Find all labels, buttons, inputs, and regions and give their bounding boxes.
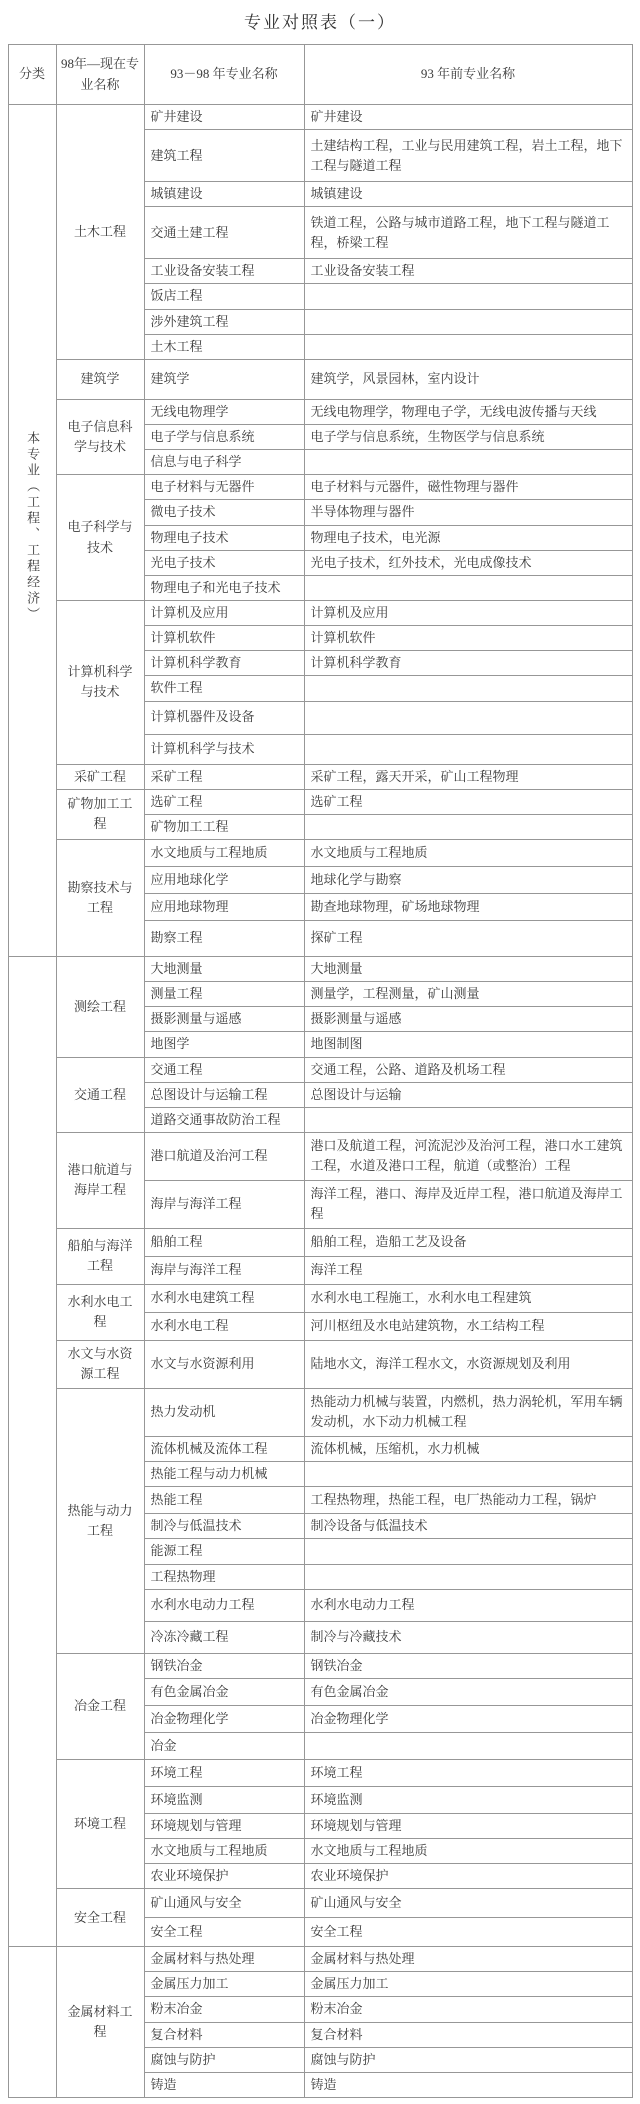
major-93-98-cell: 冶金物理化学 (144, 1705, 304, 1732)
major-pre-93-cell: 地图制图 (304, 1032, 632, 1057)
major-pre-93-cell: 冶金物理化学 (304, 1705, 632, 1732)
table-row (8, 839, 632, 866)
major-93-98-cell: 物理电子和光电子技术 (144, 575, 304, 600)
major-pre-93-cell (304, 450, 632, 475)
major-pre-93-cell: 陆地水文，海洋工程水文，水资源规划及利用 (304, 1340, 632, 1388)
major-pre-93-cell: 铁道工程，公路与城市道路工程，地下工程与隧道工程，桥梁工程 (304, 207, 632, 259)
major-pre-93-cell: 工程热物理，热能工程，电厂热能动力工程，锅炉 (304, 1487, 632, 1514)
major-pre-93-cell: 农业环境保护 (304, 1864, 632, 1889)
major-comparison-table (8, 44, 633, 2098)
table-row (8, 1653, 632, 1678)
major-pre-93-cell: 河川枢纽及水电站建筑物，水工结构工程 (304, 1312, 632, 1340)
major-93-98-cell: 能源工程 (144, 1539, 304, 1564)
major-93-98-cell: 水文与水资源利用 (144, 1340, 304, 1388)
table-row (8, 1388, 632, 1436)
table-row (8, 1947, 632, 1972)
major-93-98-cell: 水文地质与工程地质 (144, 839, 304, 866)
major-pre-93-cell: 有色金属冶金 (304, 1678, 632, 1705)
table-row (8, 1759, 632, 1786)
major-pre-93-cell: 水文地质与工程地质 (304, 1838, 632, 1863)
group-name-cell: 环境工程 (56, 1759, 144, 1888)
major-93-98-cell: 软件工程 (144, 676, 304, 701)
major-93-98-cell: 矿井建设 (144, 105, 304, 130)
group-name-cell: 土木工程 (56, 105, 144, 360)
table-row (8, 399, 632, 424)
major-93-98-cell: 大地测量 (144, 956, 304, 981)
major-93-98-cell: 热能工程 (144, 1487, 304, 1514)
major-pre-93-cell (304, 334, 632, 359)
major-pre-93-cell: 建筑学，风景园林，室内设计 (304, 359, 632, 399)
major-93-98-cell: 环境监测 (144, 1786, 304, 1813)
major-pre-93-cell: 水文地质与工程地质 (304, 839, 632, 866)
major-pre-93-cell: 水利水电动力工程 (304, 1589, 632, 1621)
major-93-98-cell: 计算机及应用 (144, 600, 304, 625)
major-93-98-cell: 无线电物理学 (144, 399, 304, 424)
major-93-98-cell: 光电子技术 (144, 550, 304, 575)
major-93-98-cell: 腐蚀与防护 (144, 2047, 304, 2072)
major-pre-93-cell (304, 575, 632, 600)
category-label: 本专业（工程、工程经济） (25, 431, 41, 624)
group-name-cell: 港口航道与海岸工程 (56, 1132, 144, 1228)
major-pre-93-cell: 金属材料与热处理 (304, 1947, 632, 1972)
major-pre-93-cell: 复合材料 (304, 2022, 632, 2047)
major-pre-93-cell: 铸造 (304, 2072, 632, 2097)
major-93-98-cell: 金属压力加工 (144, 1972, 304, 1997)
major-93-98-cell: 环境工程 (144, 1759, 304, 1786)
major-93-98-cell: 安全工程 (144, 1918, 304, 1947)
table-row (8, 1889, 632, 1918)
major-93-98-cell: 总图设计与运输工程 (144, 1082, 304, 1107)
table-header (8, 45, 632, 105)
major-93-98-cell: 水利水电动力工程 (144, 1589, 304, 1621)
major-pre-93-cell: 矿井建设 (304, 105, 632, 130)
major-93-98-cell: 环境规划与管理 (144, 1813, 304, 1838)
major-93-98-cell: 电子材料与无器件 (144, 475, 304, 500)
major-93-98-cell: 测量工程 (144, 982, 304, 1007)
major-pre-93-cell: 无线电物理学，物理电子学，无线电波传播与天线 (304, 399, 632, 424)
major-93-98-cell: 地图学 (144, 1032, 304, 1057)
group-name-cell: 水文与水资源工程 (56, 1340, 144, 1388)
major-93-98-cell: 交通土建工程 (144, 207, 304, 259)
major-93-98-cell: 海岸与海洋工程 (144, 1256, 304, 1284)
major-93-98-cell: 水利水电工程 (144, 1312, 304, 1340)
major-93-98-cell: 流体机械及流体工程 (144, 1436, 304, 1461)
major-93-98-cell: 水利水电建筑工程 (144, 1284, 304, 1312)
major-93-98-cell: 粉末冶金 (144, 1997, 304, 2022)
category-cell (8, 1947, 56, 2098)
major-pre-93-cell: 电子材料与元器件，磁性物理与器件 (304, 475, 632, 500)
group-name-cell: 采矿工程 (56, 764, 144, 789)
major-93-98-cell: 港口航道及治河工程 (144, 1132, 304, 1180)
major-93-98-cell: 钢铁冶金 (144, 1653, 304, 1678)
page-title: 专业对照表（一） (244, 13, 396, 32)
major-pre-93-cell (304, 284, 632, 309)
major-pre-93-cell: 大地测量 (304, 956, 632, 981)
major-pre-93-cell (304, 1462, 632, 1487)
major-pre-93-cell: 土建结构工程，工业与民用建筑工程，岩土工程，地下工程与隧道工程 (304, 130, 632, 182)
major-93-98-cell: 矿山通风与安全 (144, 1889, 304, 1918)
table-row (8, 359, 632, 399)
major-93-98-cell: 工业设备安装工程 (144, 259, 304, 284)
major-93-98-cell: 土木工程 (144, 334, 304, 359)
major-93-98-cell: 计算机科学教育 (144, 651, 304, 676)
major-pre-93-cell: 地球化学与勘察 (304, 866, 632, 893)
major-93-98-cell: 冷冻冷藏工程 (144, 1621, 304, 1653)
group-name-cell: 热能与动力工程 (56, 1388, 144, 1653)
major-93-98-cell: 农业环境保护 (144, 1864, 304, 1889)
group-name-cell: 矿物加工工程 (56, 789, 144, 839)
major-pre-93-cell: 交通工程，公路、道路及机场工程 (304, 1057, 632, 1082)
major-pre-93-cell (304, 1564, 632, 1589)
major-pre-93-cell: 钢铁冶金 (304, 1653, 632, 1678)
major-pre-93-cell: 计算机科学教育 (304, 651, 632, 676)
major-pre-93-cell (304, 1539, 632, 1564)
major-93-98-cell: 交通工程 (144, 1057, 304, 1082)
major-93-98-cell: 道路交通事故防治工程 (144, 1107, 304, 1132)
major-93-98-cell: 制冷与低温技术 (144, 1514, 304, 1539)
major-93-98-cell: 涉外建筑工程 (144, 309, 304, 334)
major-pre-93-cell: 流体机械，压缩机，水力机械 (304, 1436, 632, 1461)
category-cell (8, 105, 56, 957)
major-pre-93-cell (304, 814, 632, 839)
major-93-98-cell: 应用地球物理 (144, 893, 304, 920)
table-row (8, 1132, 632, 1180)
major-pre-93-cell: 环境规划与管理 (304, 1813, 632, 1838)
table-row (8, 1340, 632, 1388)
major-pre-93-cell (304, 734, 632, 764)
group-name-cell: 船舶与海洋工程 (56, 1228, 144, 1284)
header-row (8, 45, 632, 105)
major-pre-93-cell: 测量学，工程测量，矿山测量 (304, 982, 632, 1007)
group-name-cell: 安全工程 (56, 1889, 144, 1947)
major-93-98-cell: 饭店工程 (144, 284, 304, 309)
major-pre-93-cell: 矿山通风与安全 (304, 1889, 632, 1918)
major-93-98-cell: 计算机器件及设备 (144, 701, 304, 734)
major-93-98-cell: 城镇建设 (144, 182, 304, 207)
header-category: 分类 (8, 45, 56, 105)
header-pre-93: 93 年前专业名称 (304, 45, 632, 105)
major-pre-93-cell: 计算机软件 (304, 626, 632, 651)
table-row (8, 1228, 632, 1256)
major-pre-93-cell: 海洋工程 (304, 1256, 632, 1284)
major-pre-93-cell: 环境工程 (304, 1759, 632, 1786)
major-93-98-cell: 建筑学 (144, 359, 304, 399)
major-pre-93-cell: 选矿工程 (304, 789, 632, 814)
header-98-to-now: 98年—现在专业名称 (56, 45, 144, 105)
major-pre-93-cell: 热能动力机械与装置，内燃机，热力涡轮机，军用车辆发动机，水下动力机械工程 (304, 1388, 632, 1436)
major-pre-93-cell: 总图设计与运输 (304, 1082, 632, 1107)
major-93-98-cell: 摄影测量与遥感 (144, 1007, 304, 1032)
major-93-98-cell: 计算机软件 (144, 626, 304, 651)
major-93-98-cell: 采矿工程 (144, 764, 304, 789)
major-93-98-cell: 勘察工程 (144, 920, 304, 956)
major-pre-93-cell: 物理电子技术，电光源 (304, 525, 632, 550)
group-name-cell: 电子科学与技术 (56, 475, 144, 601)
header-93-to-98: 93－98 年专业名称 (144, 45, 304, 105)
major-pre-93-cell: 粉末冶金 (304, 1997, 632, 2022)
group-name-cell: 测绘工程 (56, 956, 144, 1057)
major-pre-93-cell (304, 701, 632, 734)
major-93-98-cell: 信息与电子科学 (144, 450, 304, 475)
major-93-98-cell: 金属材料与热处理 (144, 1947, 304, 1972)
category-cell (8, 956, 56, 1946)
major-pre-93-cell: 腐蚀与防护 (304, 2047, 632, 2072)
table-row (8, 789, 632, 814)
major-pre-93-cell: 船舶工程，造船工艺及设备 (304, 1228, 632, 1256)
major-93-98-cell: 电子学与信息系统 (144, 424, 304, 449)
group-name-cell: 电子信息科学与技术 (56, 399, 144, 474)
major-pre-93-cell: 电子学与信息系统，生物医学与信息系统 (304, 424, 632, 449)
major-pre-93-cell (304, 309, 632, 334)
major-93-98-cell: 热力发动机 (144, 1388, 304, 1436)
major-pre-93-cell: 勘查地球物理，矿场地球物理 (304, 893, 632, 920)
major-pre-93-cell: 探矿工程 (304, 920, 632, 956)
major-93-98-cell: 矿物加工工程 (144, 814, 304, 839)
table-row (8, 764, 632, 789)
major-pre-93-cell (304, 1732, 632, 1759)
table-row (8, 956, 632, 981)
major-pre-93-cell: 金属压力加工 (304, 1972, 632, 1997)
major-93-98-cell: 有色金属冶金 (144, 1678, 304, 1705)
major-pre-93-cell: 摄影测量与遥感 (304, 1007, 632, 1032)
major-93-98-cell: 热能工程与动力机械 (144, 1462, 304, 1487)
major-93-98-cell: 复合材料 (144, 2022, 304, 2047)
major-93-98-cell: 海岸与海洋工程 (144, 1180, 304, 1228)
group-name-cell: 冶金工程 (56, 1653, 144, 1759)
major-pre-93-cell: 计算机及应用 (304, 600, 632, 625)
major-pre-93-cell: 制冷设备与低温技术 (304, 1514, 632, 1539)
major-pre-93-cell: 采矿工程，露天开采，矿山工程物理 (304, 764, 632, 789)
major-93-98-cell: 建筑工程 (144, 130, 304, 182)
major-pre-93-cell: 海洋工程，港口、海岸及近岸工程，港口航道及海岸工程 (304, 1180, 632, 1228)
table-body (8, 105, 632, 2098)
major-pre-93-cell: 安全工程 (304, 1918, 632, 1947)
major-93-98-cell: 水文地质与工程地质 (144, 1838, 304, 1863)
major-pre-93-cell (304, 1107, 632, 1132)
major-pre-93-cell: 半导体物理与器件 (304, 500, 632, 525)
table-row (8, 475, 632, 500)
major-pre-93-cell: 光电子技术，红外技术，光电成像技术 (304, 550, 632, 575)
major-93-98-cell: 应用地球化学 (144, 866, 304, 893)
major-93-98-cell: 冶金 (144, 1732, 304, 1759)
group-name-cell: 勘察技术与工程 (56, 839, 144, 956)
group-name-cell: 水利水电工程 (56, 1284, 144, 1340)
group-name-cell: 交通工程 (56, 1057, 144, 1132)
major-93-98-cell: 微电子技术 (144, 500, 304, 525)
major-93-98-cell: 物理电子技术 (144, 525, 304, 550)
table-row (8, 105, 632, 130)
major-pre-93-cell: 城镇建设 (304, 182, 632, 207)
major-93-98-cell: 选矿工程 (144, 789, 304, 814)
group-name-cell: 建筑学 (56, 359, 144, 399)
table-row (8, 600, 632, 625)
major-93-98-cell: 工程热物理 (144, 1564, 304, 1589)
table-row (8, 1284, 632, 1312)
major-pre-93-cell (304, 676, 632, 701)
group-name-cell: 金属材料工程 (56, 1947, 144, 2098)
major-pre-93-cell: 港口及航道工程，河流泥沙及治河工程，港口水工建筑工程，水道及港口工程，航道（或整治）工程 (304, 1132, 632, 1180)
major-93-98-cell: 计算机科学与技术 (144, 734, 304, 764)
major-93-98-cell: 铸造 (144, 2072, 304, 2097)
table-row (8, 1057, 632, 1082)
major-93-98-cell: 船舶工程 (144, 1228, 304, 1256)
major-pre-93-cell: 水利水电工程施工，水利水电工程建筑 (304, 1284, 632, 1312)
major-pre-93-cell: 环境监测 (304, 1786, 632, 1813)
major-pre-93-cell: 制冷与冷藏技术 (304, 1621, 632, 1653)
major-pre-93-cell: 工业设备安装工程 (304, 259, 632, 284)
group-name-cell: 计算机科学与技术 (56, 600, 144, 764)
